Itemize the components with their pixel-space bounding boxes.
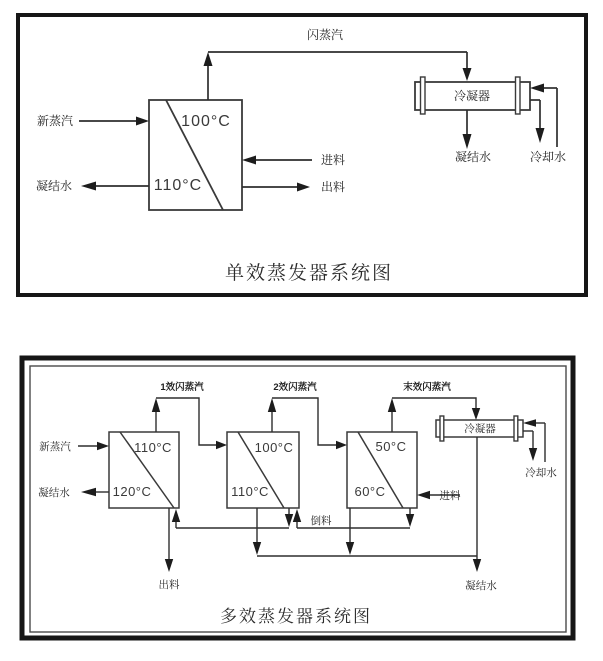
flash1-label: 1效闪蒸汽	[160, 382, 204, 393]
arrowhead	[285, 514, 293, 527]
arrowhead	[297, 183, 310, 192]
discharge-label: 出料	[158, 579, 180, 591]
condenser-plate	[514, 416, 518, 441]
effect2-temp-top: 100°C	[254, 440, 294, 455]
cooling-water-label: 冷却水	[525, 467, 557, 479]
arrowhead	[530, 84, 544, 93]
condensate-bottom-label: 凝结水	[465, 580, 497, 592]
arrowhead	[388, 398, 396, 412]
arrowhead	[216, 441, 227, 449]
feed-label: 进料	[320, 153, 346, 167]
flash-last-label: 末效闪蒸汽	[403, 382, 451, 393]
fresh-steam-label: 新蒸汽	[36, 114, 74, 128]
arrowhead	[172, 509, 180, 522]
effect2-temp-bottom: 110°C	[231, 484, 269, 499]
arrowhead	[463, 68, 472, 81]
condenser-label: 冷凝器	[453, 89, 491, 103]
diagram-title: 多效蒸发器系统图	[220, 607, 372, 626]
condenser-plate	[440, 416, 444, 441]
feed-label: 进料	[439, 490, 461, 502]
arrowhead	[336, 441, 347, 449]
cooling-water-label: 冷却水	[529, 150, 567, 164]
transfer-label: 倒料	[310, 515, 332, 527]
condensate-left-label: 凝结水	[38, 487, 70, 499]
frame-border-inner	[30, 366, 566, 632]
temp-top: 100°C	[181, 113, 231, 130]
flash-steam-label: 闪蒸汽	[306, 28, 344, 42]
arrowhead	[536, 128, 545, 143]
pipe	[272, 398, 336, 445]
condenser-plate	[516, 77, 521, 114]
arrowhead	[253, 542, 261, 555]
arrowhead	[463, 134, 472, 149]
diagram-title: 单效蒸发器系统图	[224, 263, 394, 284]
arrowhead	[204, 52, 213, 66]
arrowhead	[165, 559, 173, 572]
arrowhead	[417, 491, 430, 499]
fresh-steam-label: 新蒸汽	[39, 441, 71, 453]
multi-effect-diagram	[22, 358, 573, 638]
arrowhead	[529, 448, 537, 461]
temp-bottom: 110°C	[153, 177, 203, 194]
frame-border	[18, 15, 586, 295]
flash2-label: 2效闪蒸汽	[273, 382, 317, 393]
effect1-temp-bottom: 120°C	[112, 484, 152, 499]
arrowhead	[473, 559, 481, 572]
arrowhead	[406, 514, 414, 527]
arrowhead	[523, 419, 536, 427]
effect3-temp-top: 50°C	[375, 439, 407, 454]
arrowhead	[81, 182, 96, 191]
condensate-left-label: 凝结水	[35, 179, 73, 193]
arrowhead	[81, 488, 96, 496]
effect3-temp-bottom: 60°C	[354, 484, 386, 499]
arrowhead	[268, 398, 276, 412]
condenser-label: 冷凝器	[464, 423, 496, 435]
arrowhead	[152, 398, 160, 412]
arrowhead	[242, 156, 256, 165]
condensate-bottom-label: 凝结水	[454, 150, 492, 164]
effect1-temp-top: 110°C	[134, 440, 172, 455]
discharge-label: 出料	[320, 180, 346, 194]
condenser-plate	[421, 77, 426, 114]
single-effect-diagram	[18, 15, 586, 295]
arrowhead	[472, 408, 480, 420]
pipe	[156, 398, 216, 445]
pipe	[392, 398, 476, 409]
arrowhead	[293, 509, 301, 522]
arrowhead	[97, 442, 109, 450]
frame-border-outer	[22, 358, 573, 638]
arrowhead	[346, 542, 354, 555]
arrowhead	[136, 117, 149, 126]
